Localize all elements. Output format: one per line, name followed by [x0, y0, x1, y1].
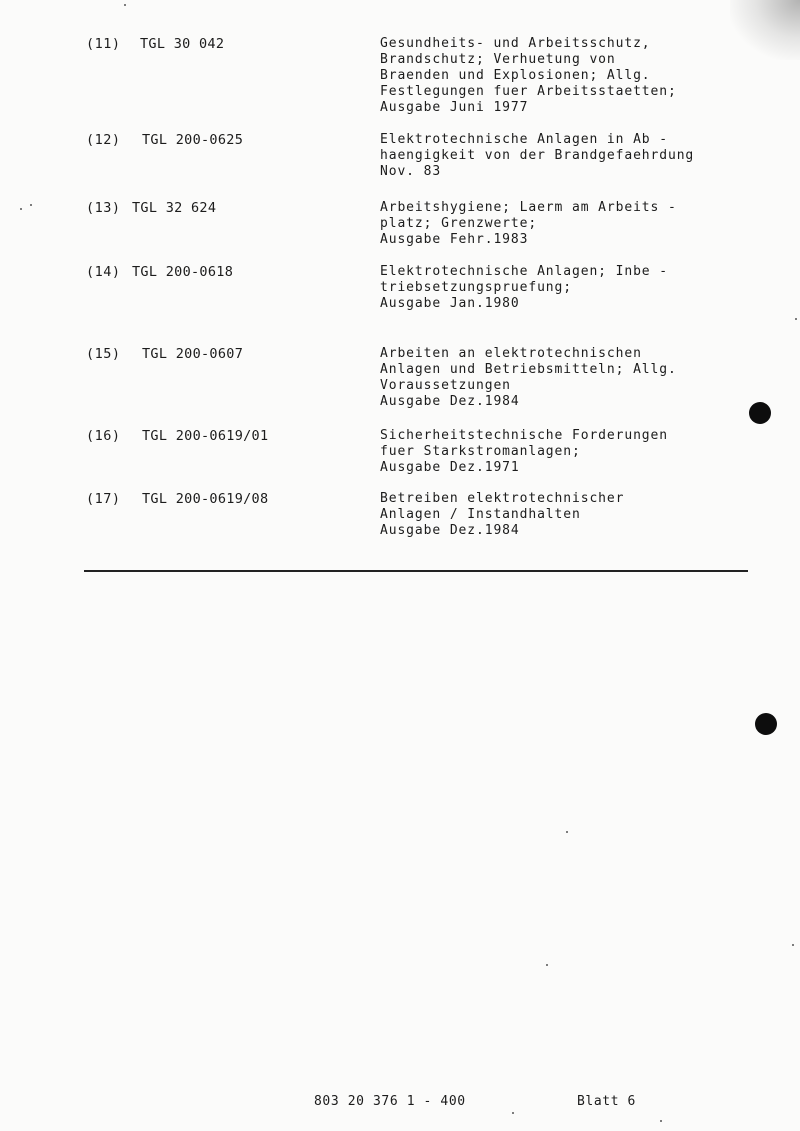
- description-line: Anlagen / Instandhalten: [380, 507, 581, 522]
- description-line: Ausgabe Dez.1984: [380, 523, 520, 538]
- description-line: Nov. 83: [380, 164, 442, 179]
- punch-hole-lower: [755, 713, 777, 735]
- description-line: Braenden und Explosionen; Allg.: [380, 68, 651, 83]
- entry-description: [380, 132, 694, 180]
- description-line: Arbeitshygiene; Laerm am Arbeits -: [380, 200, 677, 215]
- description-line: Betreiben elektrotechnischer: [380, 491, 625, 506]
- description-line: Ausgabe Fehr.1983: [380, 232, 529, 247]
- entry-description: [380, 491, 624, 539]
- scan-speck: [566, 831, 568, 833]
- description-line: Anlagen und Betriebsmitteln; Allg.: [380, 362, 677, 377]
- entry-code: TGL 200-0607: [142, 346, 244, 362]
- section-divider: [84, 570, 748, 572]
- description-line: Ausgabe Jan.1980: [380, 296, 520, 311]
- description-line: Ausgabe Dez.1971: [380, 460, 520, 475]
- entry-description: [380, 346, 677, 410]
- scan-speck: [124, 4, 126, 6]
- entry-number: (15): [86, 346, 121, 362]
- description-line: Arbeiten an elektrotechnischen: [380, 346, 642, 361]
- entry-number: (13): [86, 200, 121, 216]
- scan-speck: [512, 1112, 514, 1114]
- description-line: Ausgabe Juni 1977: [380, 100, 529, 115]
- entry-code: TGL 200-0619/01: [142, 428, 269, 444]
- entry-number: (11): [86, 36, 121, 52]
- entry-description: [380, 200, 677, 248]
- description-line: triebsetzungspruefung;: [380, 280, 572, 295]
- description-line: Ausgabe Dez.1984: [380, 394, 520, 409]
- entry-number: (12): [86, 132, 121, 148]
- description-line: Elektrotechnische Anlagen; Inbe -: [380, 264, 668, 279]
- entry-number: (14): [86, 264, 121, 280]
- scan-speck: [20, 208, 22, 210]
- entry-code: TGL 32 624: [132, 200, 217, 216]
- entry-code: TGL 200-0618: [132, 264, 234, 280]
- entry-description: [380, 264, 668, 312]
- scan-shadow: [730, 0, 800, 60]
- description-line: fuer Starkstromanlagen;: [380, 444, 581, 459]
- scan-speck: [546, 964, 548, 966]
- description-line: Brandschutz; Verhuetung von: [380, 52, 616, 67]
- description-line: Sicherheitstechnische Forderungen: [380, 428, 668, 443]
- entry-code: TGL 200-0625: [142, 132, 244, 148]
- description-line: Festlegungen fuer Arbeitsstaetten;: [380, 84, 677, 99]
- entry-number: (17): [86, 491, 121, 507]
- entry-code: TGL 200-0619/08: [142, 491, 269, 507]
- document-number: 803 20 376 1 - 400: [314, 1094, 466, 1109]
- scan-speck: [795, 318, 797, 320]
- entry-description: [380, 428, 668, 476]
- description-line: Gesundheits- und Arbeitsschutz,: [380, 36, 651, 51]
- entry-description: [380, 36, 677, 116]
- punch-hole-upper: [749, 402, 771, 424]
- sheet-number: Blatt 6: [577, 1094, 636, 1109]
- description-line: haengigkeit von der Brandgefaehrdung: [380, 148, 695, 163]
- description-line: Voraussetzungen: [380, 378, 511, 393]
- description-line: Elektrotechnische Anlagen in Ab -: [380, 132, 668, 147]
- entry-number: (16): [86, 428, 121, 444]
- scan-speck: [660, 1120, 662, 1122]
- entry-code: TGL 30 042: [140, 36, 225, 52]
- description-line: platz; Grenzwerte;: [380, 216, 538, 231]
- scan-speck: [792, 944, 794, 946]
- scan-speck: [30, 204, 32, 206]
